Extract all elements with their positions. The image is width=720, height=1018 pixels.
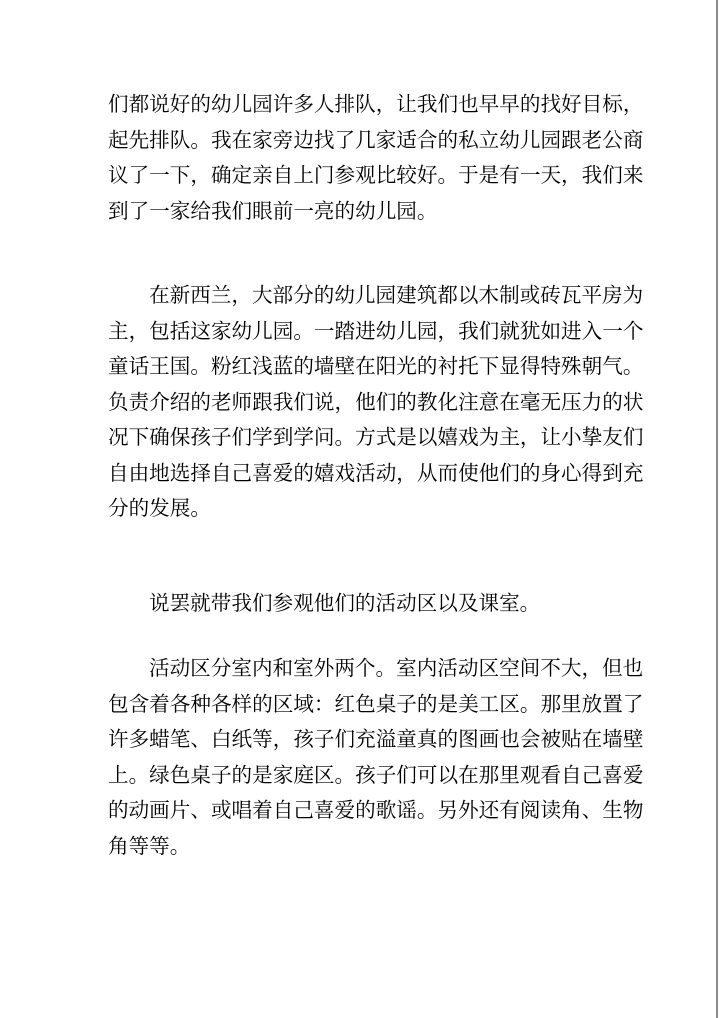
text-line: 分的发展。: [108, 496, 211, 520]
paragraph-4: [108, 651, 644, 864]
text-line: 主，包括这家幼儿园。一踏进幼儿园，我们就犹如进入一个: [108, 318, 644, 343]
text-line: 的动画片、或唱着自己喜爱的歌谣。另外还有阅读角、生物: [108, 798, 644, 822]
text-line: 许多蜡笔、白纸等，孩子们充溢童真的图画也会被贴在墙壁: [108, 727, 644, 751]
text-line: 议了一下，确定亲自上门参观比较好。于是有一天，我们来: [108, 163, 644, 187]
text-line: 上。绿色桌子的是家庭区。孩子们可以在那里观看自己喜爱: [108, 762, 644, 787]
paragraph-1: [108, 87, 644, 229]
text-line: 到了一家给我们眼前一亮的幼儿园。: [108, 198, 438, 223]
paragraph-3: [108, 586, 618, 622]
text-line: 起先排队。我在家旁边找了几家适合的私立幼儿园跟老公商: [108, 127, 644, 152]
text-line: 们都说好的幼儿园许多人排队，让我们也早早的找好目标，: [108, 92, 644, 116]
text-line: 况下确保孩子们学到学问。方式是以嬉戏为主，让小挚友们: [108, 425, 644, 449]
text-line: 童话王国。粉红浅蓝的墙壁在阳光的衬托下显得特殊朝气。: [108, 354, 644, 378]
text-line: 包含着各种各样的区域：红色桌子的是美工区。那里放置了: [108, 691, 644, 716]
paragraph-2: [108, 278, 644, 527]
text-line: 负责介绍的老师跟我们说，他们的教化注意在毫无压力的状: [108, 389, 644, 414]
text-line: 在新西兰，大部分的幼儿园建筑都以木制或砖瓦平房为: [149, 283, 644, 307]
text-line: 自由地选择自己喜爱的嬉戏活动，从而使他们的身心得到充: [108, 460, 644, 485]
text-line: 说罢就带我们参观他们的活动区以及课室。: [149, 591, 541, 615]
text-line: 活动区分室内和室外两个。室内活动区空间不大，但也: [149, 656, 644, 680]
text-line: 角等等。: [108, 833, 191, 858]
